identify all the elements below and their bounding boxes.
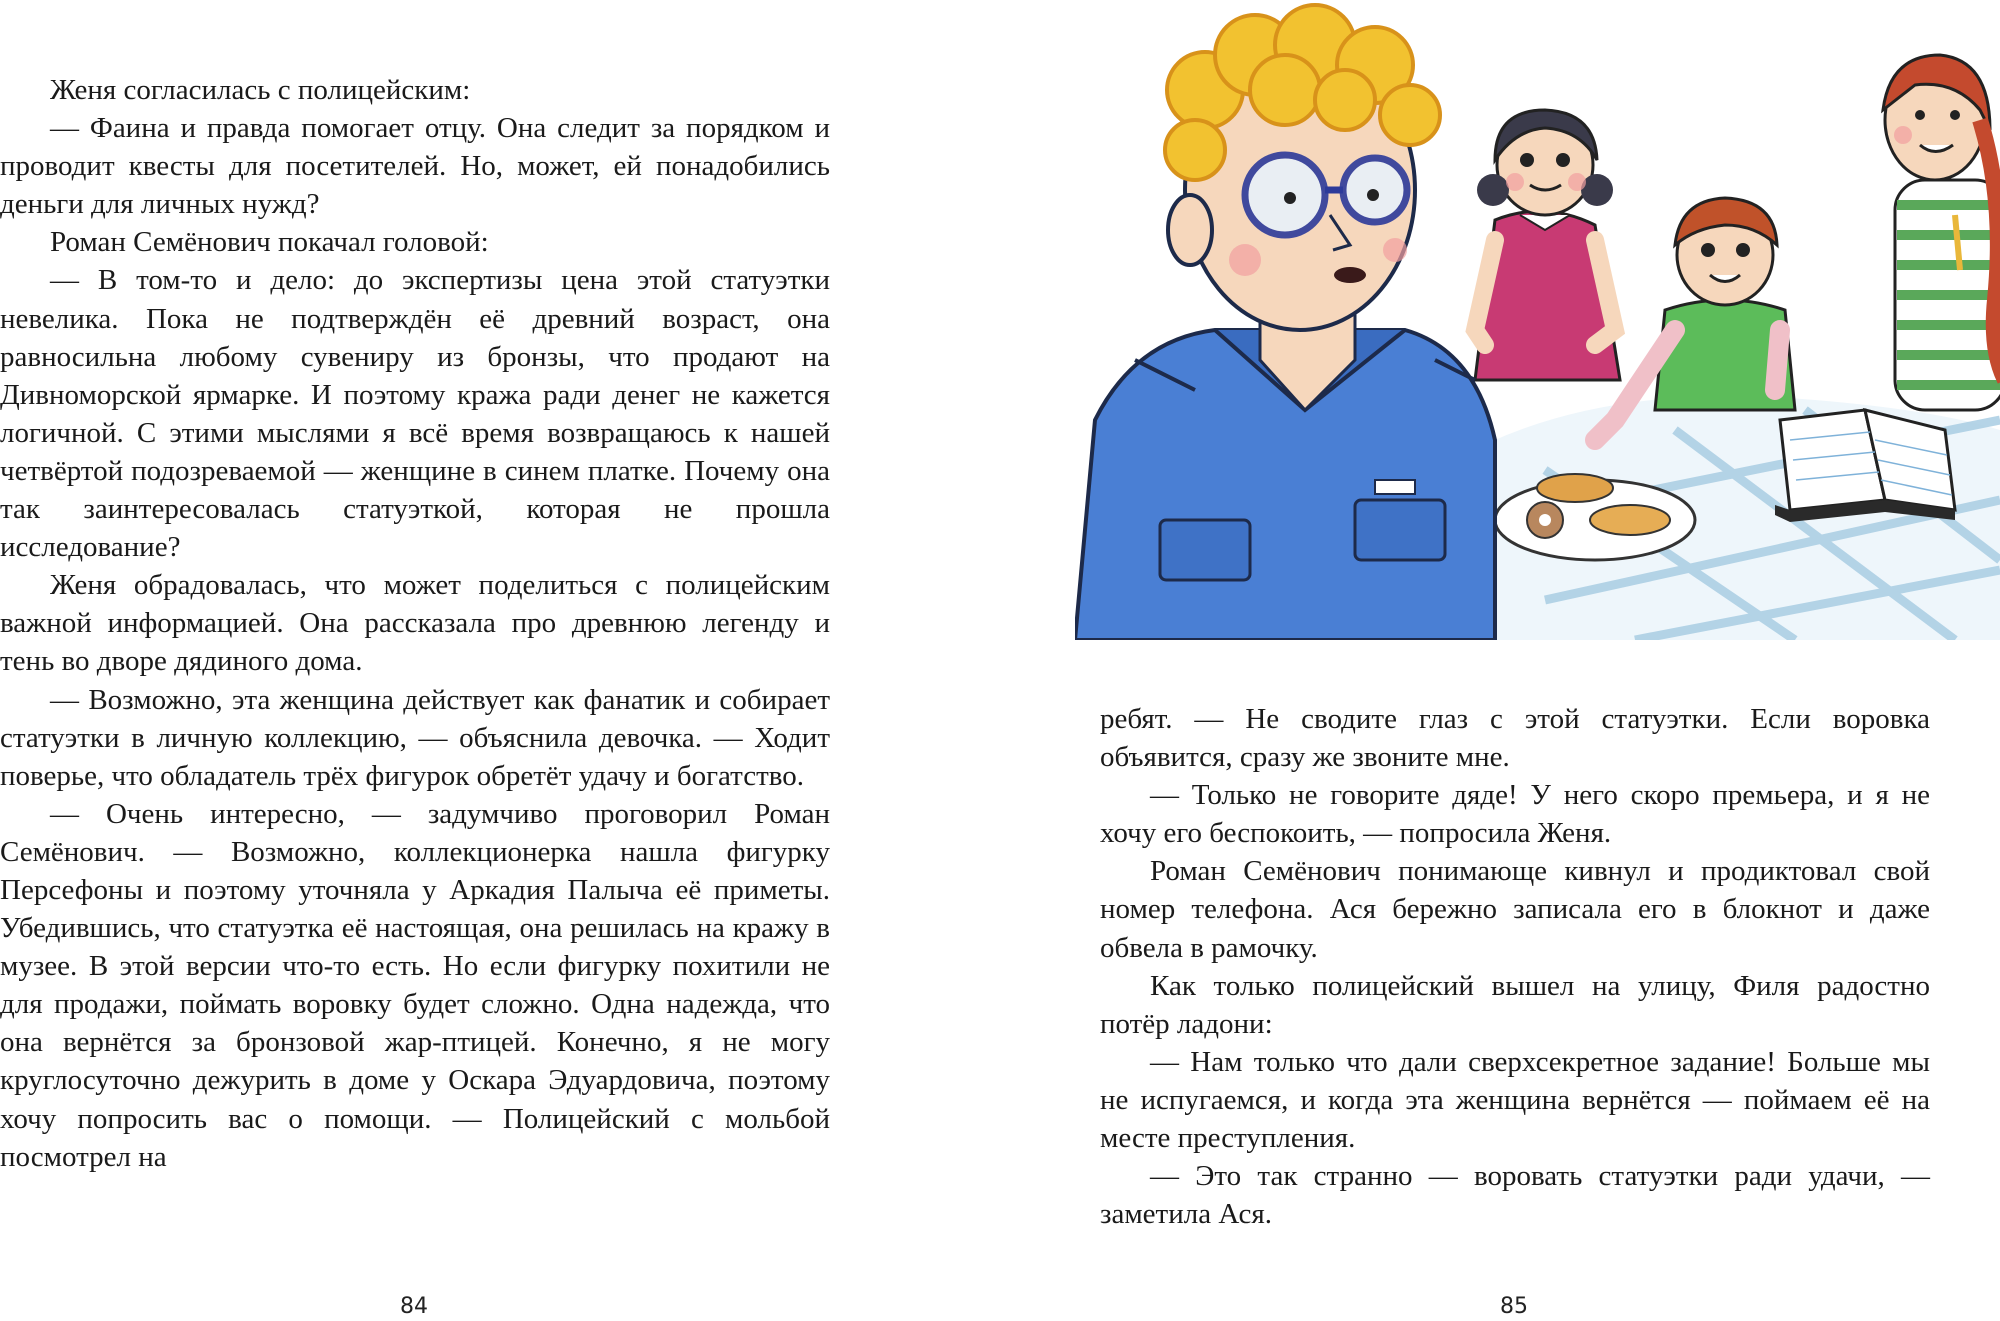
paragraph: — В том-то и дело: до экспертизы цена этой статуэтки невелика. Пока не подтверждён её древний возраст, она равносильна любому сувениру из бронзы, что продают на Дивноморской ярмарке. И поэтому кража ради денег не кажется логичной. С этими мыслями я всё время возвращаюсь к нашей четвёртой подозреваемой — женщине в синем платке. Почему она так заинтересовалась статуэткой, которая не прошла исследование?: [0, 264, 830, 564]
paragraph: — Очень интересно, — задумчиво проговорил Роман Семёнович. — Возможно, коллекционерка нашла фигурку Персефоны и поэтому уточняла у Аркадия Палыча её приметы. Убедившись, что статуэтка её настоящая, она решилась на кражу в музее. В этой версии что-то есть. Но если фигурку похитили не для продажи, поймать воровку будет сложно. Одна надежда, что она вернётся за бронзовой жар-птицей. Конечно, я не могу круглосуточно дежурить в доме у Оскара Эдуардовича, поэтому хочу попросить вас о помощи. — Полицейский с мольбой посмотрел на: [0, 797, 830, 1173]
open-notebook: [1775, 410, 1955, 522]
paragraph: Женя согласилась с полицейским:: [50, 74, 471, 106]
paragraph: — Фаина и правда помогает отцу. Она следит за порядком и проводит квесты для посетителей. Но, может, ей понадобились деньги для личных нужд?: [0, 112, 830, 221]
girl-striped-sweater: [1883, 55, 2000, 410]
right-page: [1000, 0, 2000, 1321]
paragraph: — Только не говорите дяде! У него скоро премьера, и я не хочу его беспокоить, — попросила Женя.: [1100, 779, 1930, 850]
paragraph: Как только полицейский вышел на улицу, Филя радостно потёр ладони:: [1100, 969, 1930, 1040]
paragraph: Роман Семёнович понимающе кивнул и продиктовал свой номер телефона. Ася бережно записала его в блокнот и даже обвела в рамочку.: [1100, 855, 1930, 964]
paragraph: Роман Семёнович покачал головой:: [50, 226, 489, 259]
paragraph: — Возможно, эта женщина действует как фанатик и собирает статуэтки в личную коллекцию, — объяснила девочка. — Ходит поверье, что обладатель трёх фигурок обретёт удачу и богатство.: [0, 683, 830, 792]
illustration: [1075, 0, 2000, 640]
boy-green-shirt: [1595, 198, 1795, 440]
girl-pink-dress: [1475, 110, 1620, 380]
paragraph: ребят. — Не сводите глаз с этой статуэтки. Если воровка объявится, сразу же звоните мне.: [1100, 703, 1930, 774]
paragraph: — Нам только что дали сверхсекретное задание! Больше мы не испугаемся, и когда эта женщина вернётся — поймаем её на месте преступления.: [1100, 1045, 1930, 1155]
paragraph: Женя обрадовалась, что может поделиться с полицейским важной информацией. Она рассказала про древнюю легенду и тень во дворе дядиного дома.: [0, 569, 830, 678]
page-number: 85: [1500, 1294, 1528, 1319]
paragraph: — Это так странно — воровать статуэтки ради удачи, — заметила Ася.: [1100, 1160, 1930, 1231]
page-number: 84: [400, 1294, 428, 1319]
policeman: [1075, 5, 1495, 640]
left-page-text: [0, 71, 830, 1176]
right-page-text: [1100, 700, 1930, 1233]
